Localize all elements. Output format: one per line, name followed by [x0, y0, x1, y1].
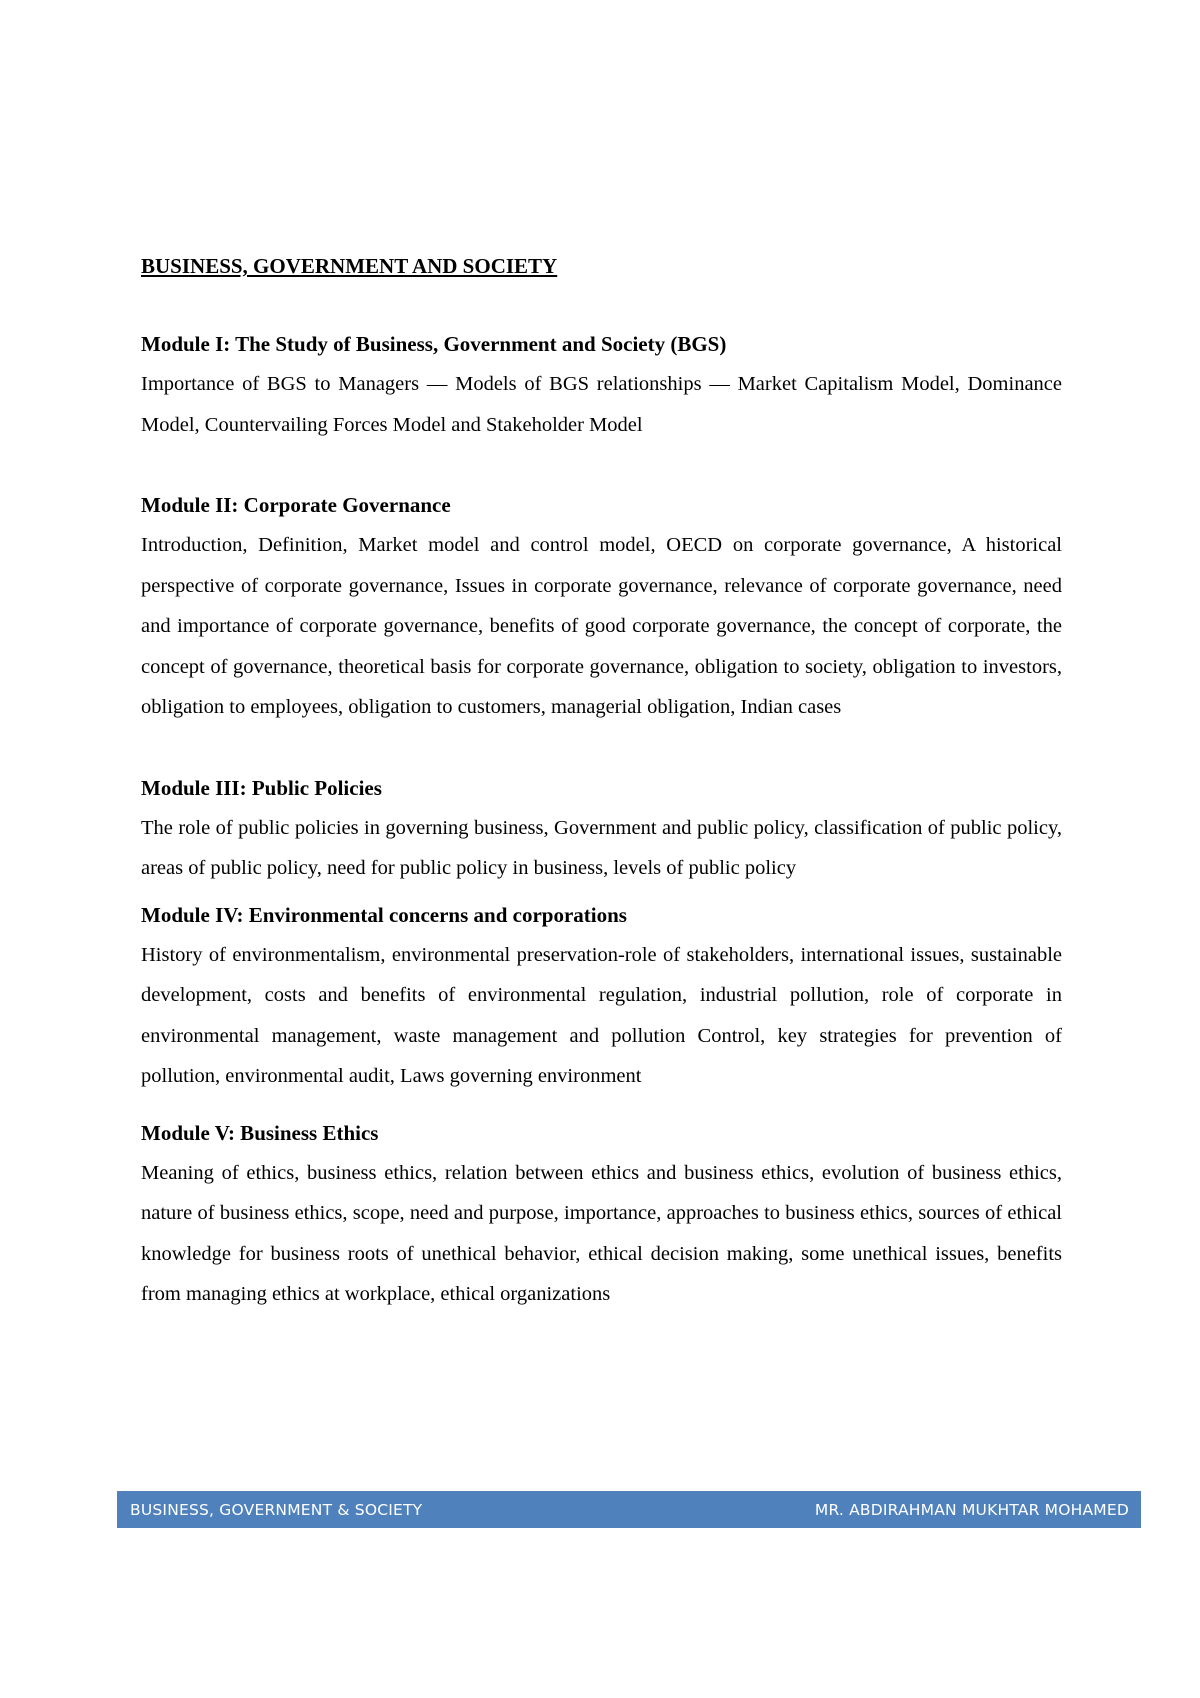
module-section [141, 901, 1062, 1097]
module-section [141, 491, 1062, 728]
module-section [141, 330, 1062, 445]
footer-author-name: MR. ABDIRAHMAN MUKHTAR MOHAMED [814, 1500, 1129, 1519]
module-heading: Module V: Business Ethics [141, 1120, 379, 1145]
module-description: History of environmentalism, environmental preservation-role of stakeholders, international issues, sustainable development, costs and benefits of environmental regulation, industrial pollution, role of corporate in environmental management, waste management and pollution Control, key strategies for prevention of pollution, environmental audit, Laws governing environment [141, 943, 1062, 1087]
page-content [141, 252, 1062, 1315]
footer-course-title: BUSINESS, GOVERNMENT & SOCIETY [130, 1500, 423, 1519]
page-footer [117, 1491, 1141, 1528]
document-title: BUSINESS, GOVERNMENT AND SOCIETY [141, 254, 558, 278]
module-heading: Module I: The Study of Business, Government and Society (BGS) [141, 332, 727, 356]
module-heading: Module IV: Environmental concerns and corporations [141, 902, 627, 927]
module-description: Importance of BGS to Managers — Models of BGS relationships — Market Capitalism Model, Dominance Model, Countervailing Forces Model and Stakeholder Model [141, 373, 1062, 436]
module-heading: Module III: Public Policies [141, 775, 382, 800]
module-section [141, 1119, 1062, 1315]
module-heading: Module II: Corporate Governance [141, 493, 451, 517]
module-description: Meaning of ethics, business ethics, relation between ethics and business ethics, evolution of business ethics, nature of business ethics, scope, need and purpose, importance, approaches to business ethics, sources of ethical knowledge for business roots of unethical behavior, ethical decision making, some unethical issues, benefits from managing ethics at workplace, ethical organizations [141, 1161, 1062, 1305]
module-section [141, 774, 1062, 889]
module-description: The role of public policies in governing business, Government and public policy, classification of public policy, areas of public policy, need for public policy in business, levels of public policy [141, 816, 1062, 879]
module-description: Introduction, Definition, Market model and control model, OECD on corporate governance, A historical perspective of corporate governance, Issues in corporate governance, relevance of corporate governance, need and importance of corporate governance, benefits of good corporate governance, the concept of corporate, the concept of governance, theoretical basis for corporate governance, obligation to society, obligation to investors, obligation to employees, obligation to customers, managerial obligation, Indian cases [141, 534, 1062, 718]
